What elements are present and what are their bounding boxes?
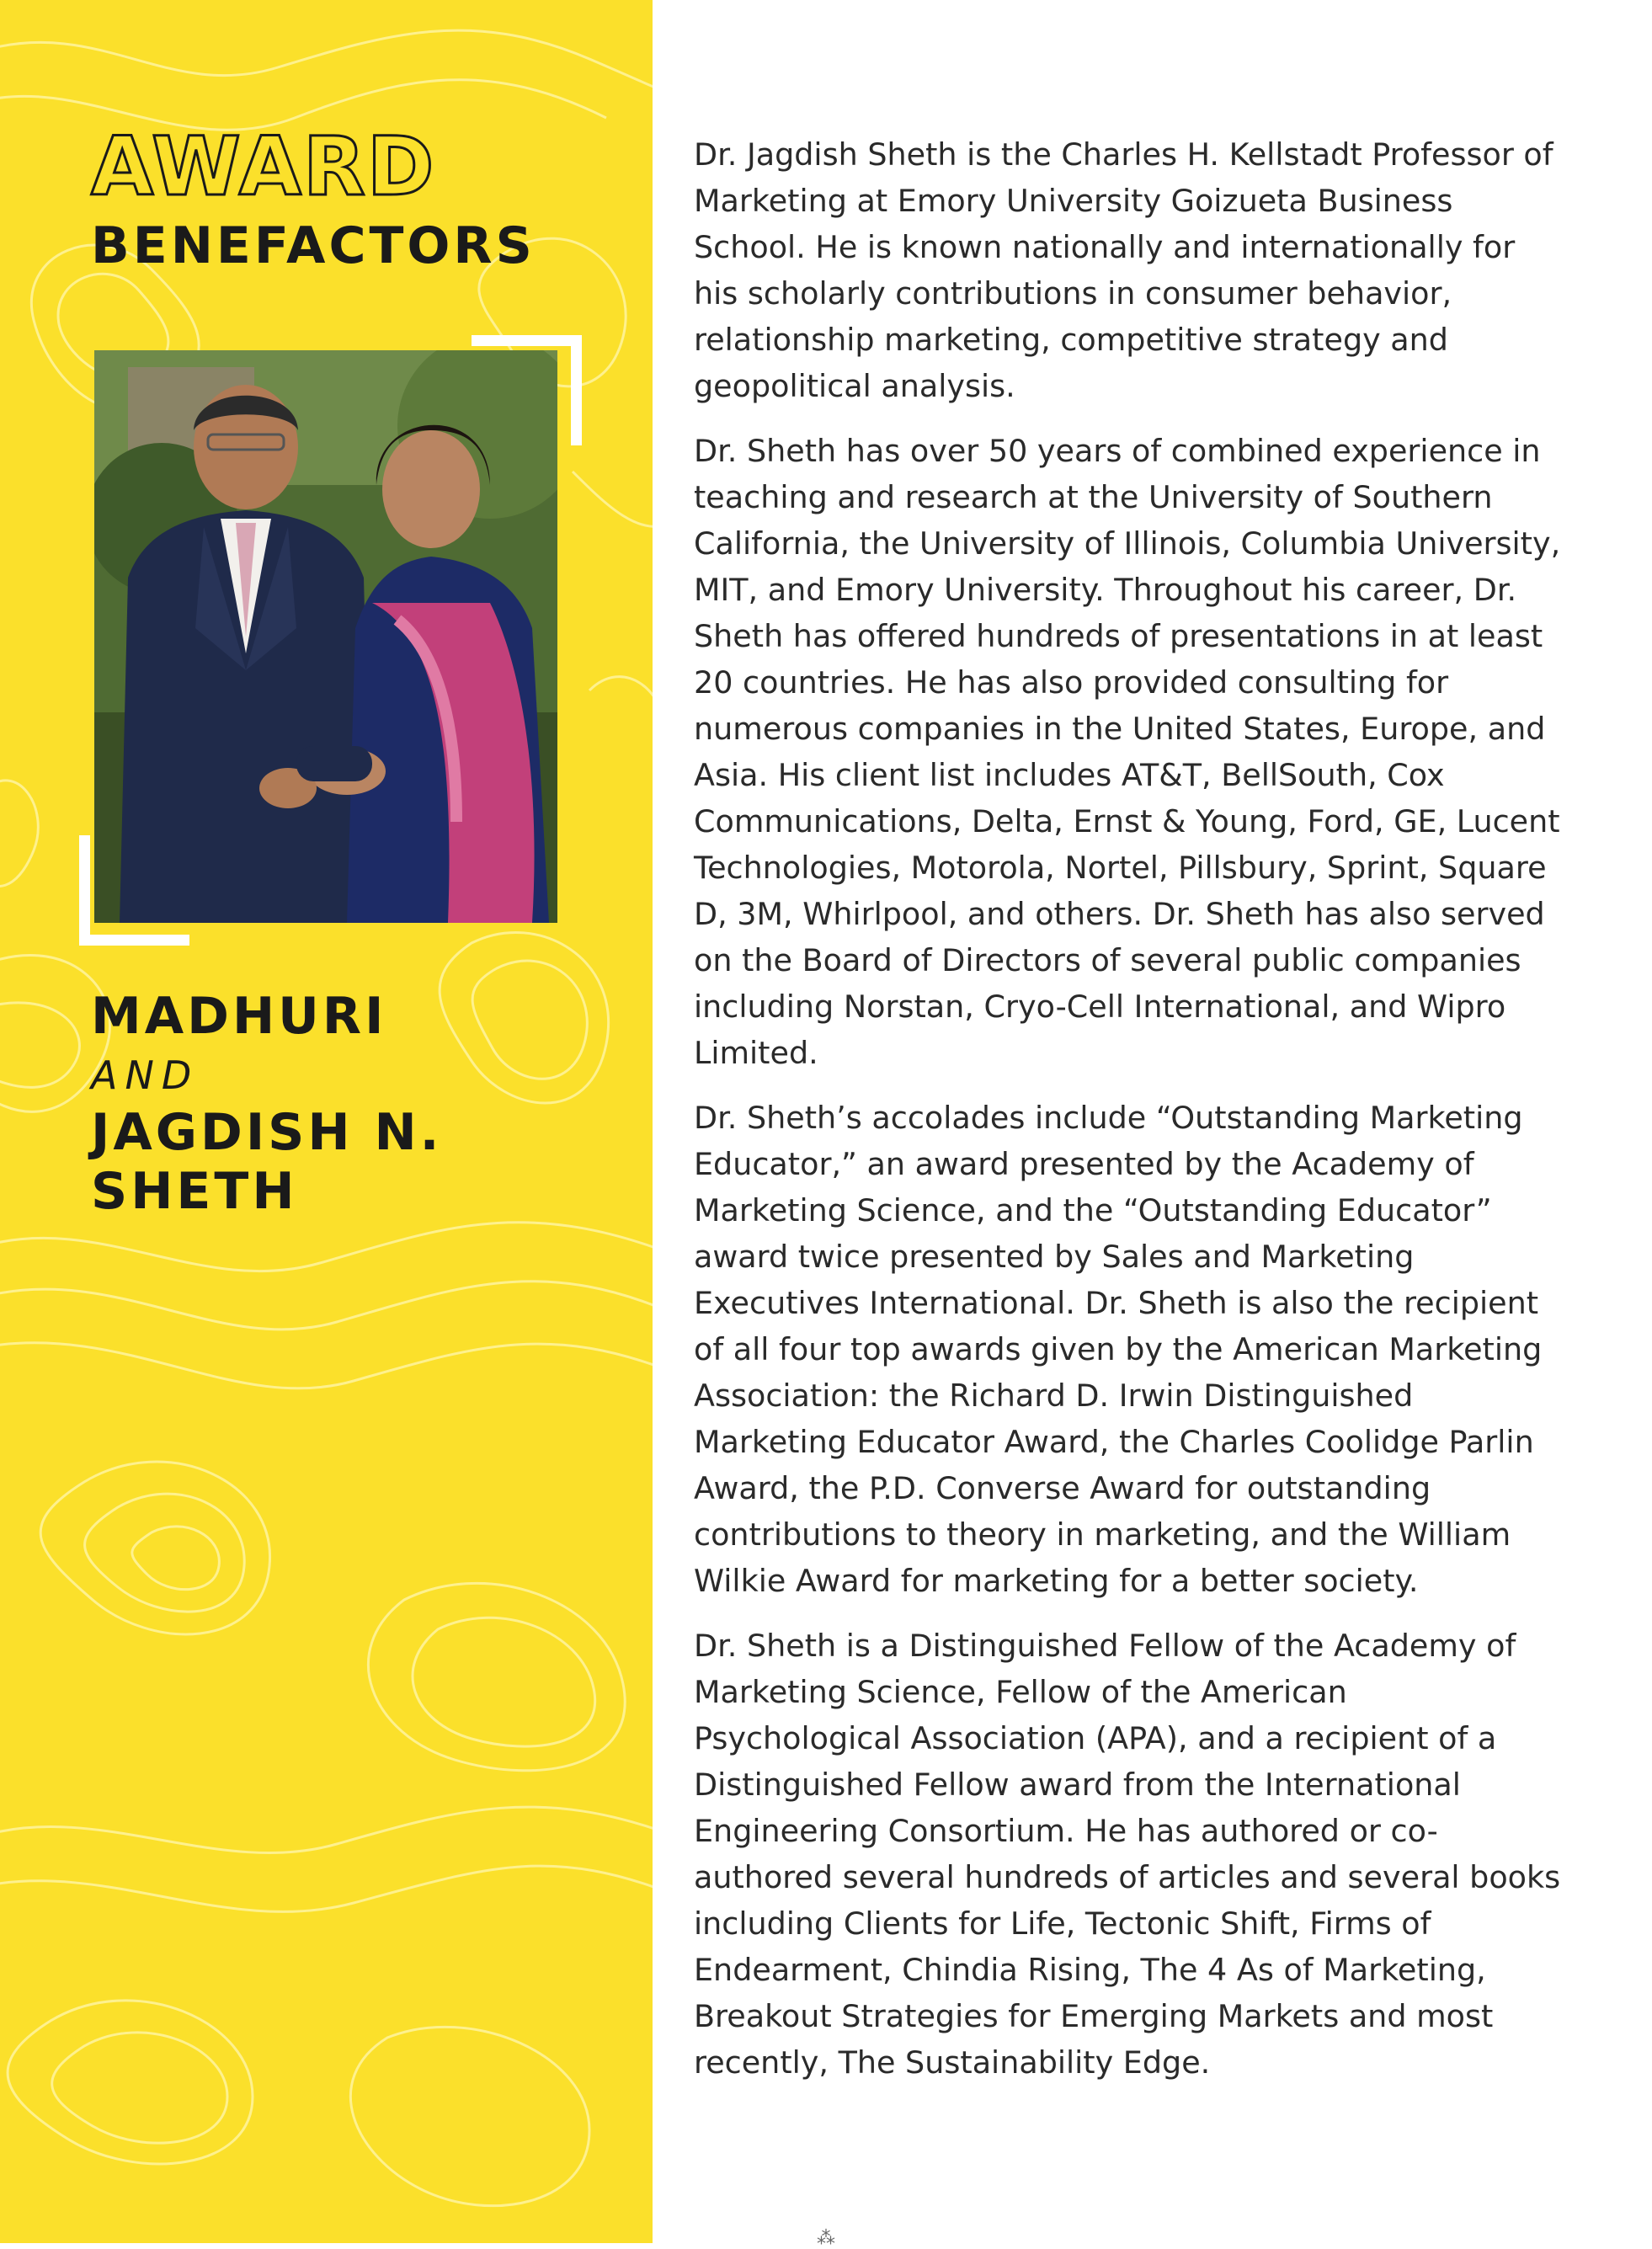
name-connector: AND bbox=[91, 1053, 200, 1098]
biography-text bbox=[694, 131, 1561, 2104]
heading-award: AWARD bbox=[91, 120, 436, 214]
name-madhuri: MADHURI bbox=[91, 987, 387, 1046]
benefactor-names bbox=[91, 987, 442, 1221]
benefactors-photo bbox=[94, 350, 557, 923]
bio-paragraph-2: Dr. Sheth has over 50 years of combined experience in teaching and research at the University of Southern California, the University of Illinois, Columbia University, MIT, and Emory University. Throughout his career, Dr. Sheth has offered hundreds of presentations in at least 20 countries. He has also provided consulting for numerous companies in the United States, Europe, and Asia. His client list includes AT&T, BellSouth, Cox Communications, Delta, Ernst & Young, Ford, GE, Lucent Technologies, Motorola, Nortel, Pillsbury, Sprint, Square D, 3M, Whirlpool, and others. Dr. Sheth has also served on the Board of Directors of several public companies including Norstan, Cryo-Cell International, and Wipro Limited. bbox=[694, 433, 1561, 1071]
sidebar-panel bbox=[0, 0, 653, 2243]
bio-paragraph-4: Dr. Sheth is a Distinguished Fellow of the Academy of Marketing Science, Fellow of the American Psychological Association (APA), and a recipient of a Distinguished Fellow award from the International Engineering Consortium. He has authored or co-authored several hundreds of articles and several books including Clients for Life, Tectonic Shift, Firms of Endearment, Chindia Rising, The 4 As of Marketing, Breakout Strategies for Emerging Markets and most recently, The Sustainability Edge. bbox=[694, 1628, 1561, 2081]
bio-paragraph-3: Dr. Sheth’s accolades include “Outstanding Marketing Educator,” an award presented by the Academy of Marketing Science, and the “Outstanding Educator” award twice presented by Sales and Marketing Executives International. Dr. Sheth is also the recipient of all four top awards given by the American Marketing Association: the Richard D. Irwin Distinguished Marketing Educator Award, the Charles Coolidge Parlin Award, the P.D. Converse Award for outstanding contributions to theory in marketing, and the William Wilkie Award for marketing for a better society. bbox=[694, 1100, 1543, 1599]
name-jagdish-line1: JAGDISH N. bbox=[91, 1103, 443, 1162]
bio-paragraph-1: Dr. Jagdish Sheth is the Charles H. Kellstadt Professor of Marketing at Emory University Goizueta Business School. He is known nationally and internationally for his scholarly contributions in consumer behavior, relationship marketing, competitive strategy and geopolitical analysis. bbox=[694, 136, 1553, 404]
footer-ornament-icon: ⁂ bbox=[817, 2228, 835, 2249]
name-jagdish-line2: SHETH bbox=[91, 1162, 298, 1221]
heading-benefactors: BENEFACTORS bbox=[91, 216, 536, 275]
